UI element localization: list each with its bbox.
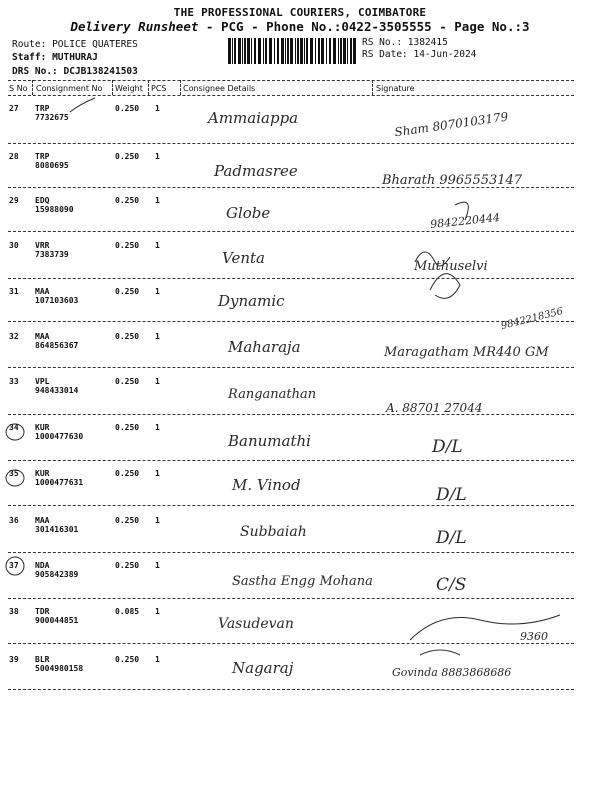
row-weight: 0.250	[115, 377, 140, 386]
barcode-bar	[232, 38, 233, 64]
col-weight: Weight	[115, 84, 143, 93]
col-divider	[180, 80, 181, 95]
row-divider	[8, 278, 574, 279]
barcode-bar	[340, 38, 342, 64]
row-weight: 0.250	[115, 152, 140, 161]
signature-handwriting: D/L	[436, 528, 467, 548]
row-consignment: MAA 301416301	[35, 516, 79, 534]
row-divider	[8, 643, 574, 644]
col-divider	[112, 80, 113, 95]
signature-handwriting: Govinda 8883868686	[392, 666, 512, 679]
col-signature: Signature	[376, 84, 415, 93]
col-pcs: PCS	[151, 84, 167, 93]
row-sno: 39	[9, 655, 19, 664]
consignee-handwriting: Padmasree	[214, 162, 298, 180]
row-weight: 0.250	[115, 196, 140, 205]
row-weight: 0.250	[115, 469, 140, 478]
consignee-handwriting: Ranganathan	[228, 387, 317, 402]
drs-line	[12, 66, 138, 77]
row-consignment: TDR 900044851	[35, 607, 79, 625]
barcode-bar	[265, 38, 267, 64]
barcode-bar	[350, 38, 352, 64]
row-sno: 33	[9, 377, 19, 386]
barcode-bar	[244, 38, 246, 64]
row-divider	[8, 598, 574, 599]
row-consignment: TRP 7732675	[35, 104, 69, 122]
row-divider	[8, 321, 574, 322]
row-sno: 34	[9, 423, 19, 432]
barcode-bar	[329, 38, 331, 64]
barcode-bar	[300, 38, 303, 64]
row-weight: 0.250	[115, 104, 140, 113]
consignee-handwriting: Vasudevan	[218, 616, 294, 632]
consignee-handwriting: Sastha Engg Mohana	[232, 574, 373, 589]
signature-handwriting: Maragatham MR440 GM	[384, 345, 549, 360]
row-pcs: 1	[155, 377, 160, 386]
col-sno: S No	[9, 84, 28, 93]
table-header-rule	[8, 95, 574, 96]
row-weight: 0.250	[115, 332, 140, 341]
barcode-bar	[263, 38, 264, 64]
row-pcs: 1	[155, 196, 160, 205]
row-consignment: MAA 864856367	[35, 332, 79, 350]
row-pcs: 1	[155, 423, 160, 432]
row-divider	[8, 367, 574, 368]
rs-number: RS No.: 1382415	[362, 37, 448, 48]
barcode-bar	[287, 38, 289, 64]
drs-value: DCJB138241503	[63, 66, 138, 77]
row-sno: 27	[9, 104, 19, 113]
scribble	[420, 650, 460, 655]
barcode-bar	[254, 38, 256, 64]
barcode-bar	[310, 38, 313, 64]
barcode-bar	[277, 38, 279, 64]
row-divider	[8, 231, 574, 232]
row-pcs: 1	[155, 516, 160, 525]
row-pcs: 1	[155, 332, 160, 341]
col-divider	[32, 80, 33, 95]
row-sno: 32	[9, 332, 19, 341]
row-divider	[8, 460, 574, 461]
barcode-bar	[281, 38, 284, 64]
row-pcs: 1	[155, 104, 160, 113]
row-pcs: 1	[155, 655, 160, 664]
title-italic: Delivery Runsheet	[70, 19, 199, 34]
signature-handwriting: Bharath 9965553147	[382, 173, 523, 188]
title-rest: - PCG - Phone No.:0422-3505555 - Page No.:3	[198, 19, 530, 34]
signature-handwriting: D/L	[436, 485, 467, 505]
tick-mark	[70, 98, 95, 112]
consignee-handwriting: Dynamic	[218, 292, 285, 310]
signature-handwriting: Muthuselvi	[414, 259, 488, 274]
barcode-bar	[228, 38, 231, 64]
row-sno: 36	[9, 516, 19, 525]
barcode-bar	[274, 38, 275, 64]
barcode-bar	[321, 38, 324, 64]
scribble	[410, 615, 560, 640]
runsheet-title	[0, 19, 600, 34]
staff-value: MUTHURAJ	[52, 52, 98, 63]
barcode-bar	[285, 38, 286, 64]
signature-handwriting: D/L	[432, 437, 463, 457]
row-pcs: 1	[155, 152, 160, 161]
row-divider	[8, 143, 574, 144]
consignee-handwriting: Banumathi	[228, 432, 311, 450]
row-divider	[8, 689, 574, 690]
row-divider	[8, 505, 574, 506]
row-divider	[8, 552, 574, 553]
barcode-bar	[343, 38, 346, 64]
col-divider	[148, 80, 149, 95]
barcode-bar	[347, 38, 348, 64]
barcode-bar	[318, 38, 320, 64]
row-consignment: MAA 107103603	[35, 287, 79, 305]
row-pcs: 1	[155, 561, 160, 570]
row-consignment: VPL 948433014	[35, 377, 79, 395]
drs-label: DRS No.:	[12, 66, 58, 77]
barcode-bar	[304, 38, 305, 64]
barcode-bar	[242, 38, 243, 64]
row-consignment: TRP 8080695	[35, 152, 69, 170]
pen-scribbles	[6, 98, 560, 655]
col-consignee: Consignee Details	[183, 84, 256, 93]
row-weight: 0.250	[115, 516, 140, 525]
barcode-bar	[315, 38, 316, 64]
row-consignment: KUR 1000477630	[35, 423, 84, 441]
row-sno: 29	[9, 196, 19, 205]
barcode-bar	[247, 38, 250, 64]
row-weight: 0.250	[115, 655, 140, 664]
row-sno: 31	[9, 287, 19, 296]
signature-handwriting: 9360	[520, 630, 548, 643]
barcode-bar	[353, 38, 356, 64]
row-sno: 30	[9, 241, 19, 250]
row-sno: 38	[9, 607, 19, 616]
barcode-image	[228, 38, 356, 64]
signature-handwriting: Sham 8070103179	[393, 109, 510, 140]
row-weight: 0.250	[115, 287, 140, 296]
rs-date: RS Date: 14-Jun-2024	[362, 49, 477, 60]
consignee-handwriting: Globe	[226, 204, 271, 222]
row-sno: 37	[9, 561, 19, 570]
route-line	[12, 39, 138, 50]
staff-label: Staff:	[12, 52, 47, 63]
scribble	[455, 202, 468, 220]
consignee-handwriting: Venta	[222, 249, 265, 267]
rs-info	[362, 37, 476, 61]
barcode-bar	[333, 38, 336, 64]
row-weight: 0.250	[115, 561, 140, 570]
barcode-bar	[238, 38, 241, 64]
row-weight: 0.085	[115, 607, 140, 616]
barcode-bar	[326, 38, 327, 64]
consignee-handwriting: Maharaja	[228, 338, 301, 356]
row-consignment: BLR 5004980158	[35, 655, 84, 673]
col-consignment: Consignment No	[36, 84, 103, 93]
staff-line	[12, 52, 98, 63]
consignee-handwriting: Nagaraj	[232, 659, 294, 677]
route-label: Route:	[12, 39, 47, 50]
company-name: THE PROFESSIONAL COURIERS, COIMBATORE	[173, 6, 427, 19]
row-weight: 0.250	[115, 423, 140, 432]
barcode-bar	[234, 38, 236, 64]
row-consignment: KUR 1000477631	[35, 469, 84, 487]
row-pcs: 1	[155, 241, 160, 250]
row-pcs: 1	[155, 287, 160, 296]
row-pcs: 1	[155, 607, 160, 616]
consignee-handwriting: M. Vinod	[232, 476, 301, 494]
scribble	[415, 252, 450, 266]
row-consignment: NDA 905842389	[35, 561, 79, 579]
barcode-bar	[290, 38, 293, 64]
barcode-bar	[297, 38, 299, 64]
signature-handwriting: C/S	[436, 575, 467, 595]
consignee-handwriting: Ammaiappa	[208, 109, 299, 127]
col-divider	[372, 80, 373, 95]
barcode-bar	[251, 38, 252, 64]
row-divider	[8, 187, 574, 188]
signature-handwriting: A. 88701 27044	[386, 401, 483, 415]
barcode-bar	[269, 38, 272, 64]
barcode-bar	[338, 38, 339, 64]
row-consignment: EDQ 15988090	[35, 196, 74, 214]
row-consignment: VRR 7383739	[35, 241, 69, 259]
row-divider	[8, 414, 574, 415]
barcode-bar	[295, 38, 296, 64]
row-sno: 28	[9, 152, 19, 161]
barcode-bar	[306, 38, 308, 64]
row-pcs: 1	[155, 469, 160, 478]
row-weight: 0.250	[115, 241, 140, 250]
route-value: POLICE QUATERES	[52, 39, 138, 50]
signature-handwriting: 9842218356	[499, 305, 565, 333]
consignee-handwriting: Subbaiah	[240, 524, 307, 540]
row-sno: 35	[9, 469, 19, 478]
table-top-rule	[8, 80, 574, 81]
signature-handwriting: 9842220444	[429, 210, 501, 232]
barcode-bar	[258, 38, 261, 64]
